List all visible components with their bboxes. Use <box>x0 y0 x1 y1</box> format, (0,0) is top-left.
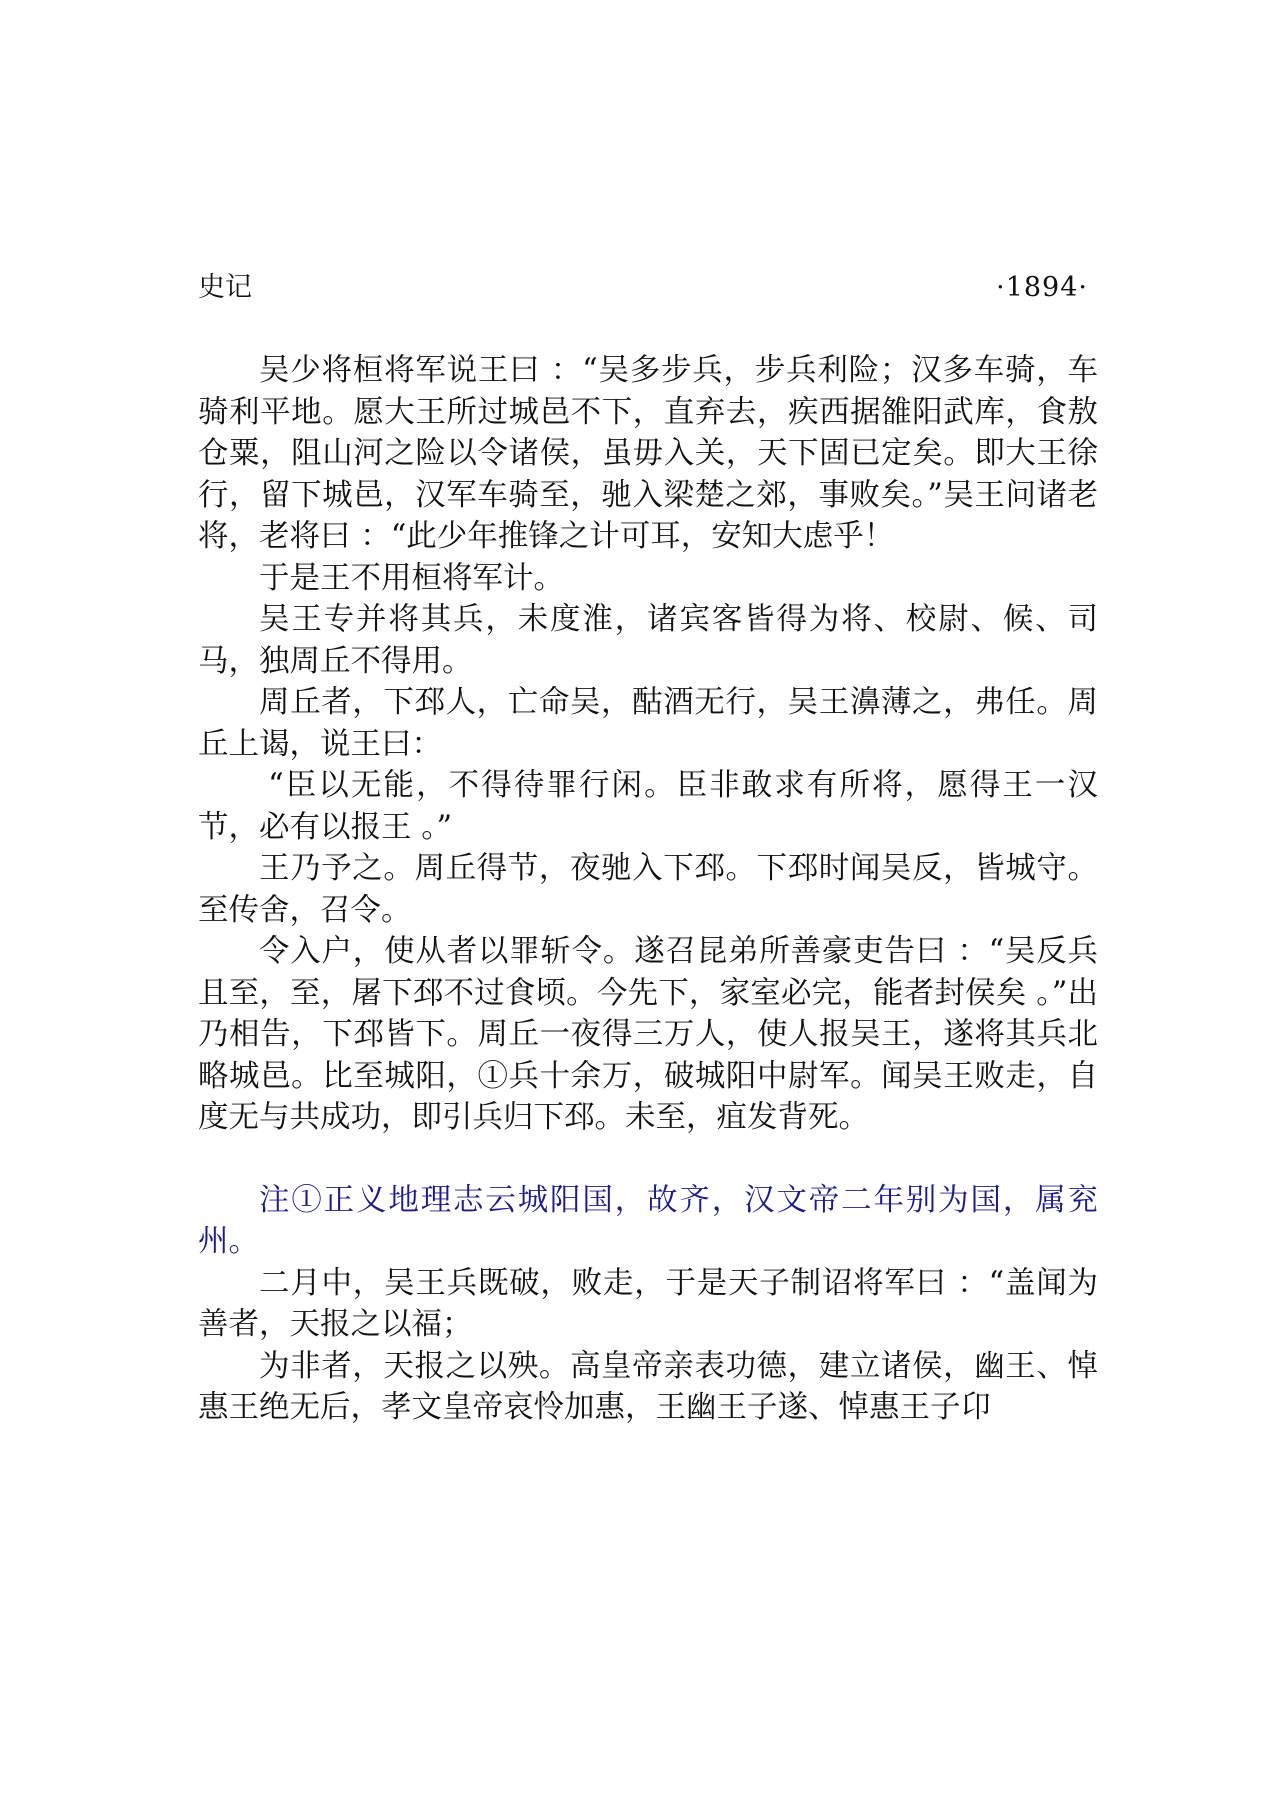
paragraph: 吴王专并将其兵，未度淮，诸宾客皆得为将、校尉、候、司马，独周丘不得用。 <box>198 602 1098 679</box>
paragraph: 吴少将桓将军说王曰 ：“吴多步兵，步兵利险；汉多车骑，车骑利平地。愿大王所过城邑不下，直弃去，疾西据雒阳武库，食敖仓粟，阻山河之险以令诸侯，虽毋入关，天下固已定矣。即大王徐行，留下城邑，汉军车骑至，驰入梁楚之郊，事败矣。”吴王问诸老将，老将曰 ：“此少年推锋之计可耳，安知大虑乎！ <box>198 353 1098 554</box>
page-number: ·1894· <box>996 272 1088 303</box>
paragraph: 王乃予之。周丘得节，夜驰入下邳。下邳时闻吴反，皆城守。至传舍，召令。 <box>198 851 1098 928</box>
book-title: 史记 <box>198 272 252 303</box>
paragraph: 令入户，使从者以罪斩令。遂召昆弟所善豪吏告曰 ：“吴反兵且至，至，屠下邳不过食顷。今先下，家室必完，能者封侯矣 。”出乃相告，下邳皆下。周丘一夜得三万人，使人报吴王，遂将其兵北略城邑。比至城阳，①兵十余万，破城阳中尉军。闻吴王败走，自度无与共成功，即引兵归下邳。未至，疽发背死。 <box>198 934 1098 1135</box>
quoted-paragraph: “臣以无能，不得待罪行闲。臣非敢求有所将，愿得王一汉节，必有以报王 。” <box>198 768 1098 845</box>
paragraph: 周丘者，下邳人，亡命吴，酤酒无行，吴王濞薄之，弗任。周丘上谒，说王曰： <box>198 685 1098 762</box>
running-header <box>198 268 1088 308</box>
paragraph: 二月中，吴王兵既破，败走，于是天子制诏将军曰 ：“盖闻为善者，天报之以福； <box>198 1265 1098 1342</box>
paragraph: 为非者，天报之以殃。高皇帝亲表功德，建立诸侯，幽王、悼惠王绝无后，孝文皇帝哀怜加惠，王幽王子遂、悼惠王子卬 <box>198 1348 1098 1425</box>
body-text <box>198 350 1098 1429</box>
paragraph: 于是王不用桓将军计。 <box>259 560 564 596</box>
annotation-note: 注①正义地理志云城阳国，故齐，汉文帝二年别为国，属兖州。 <box>198 1182 1098 1259</box>
